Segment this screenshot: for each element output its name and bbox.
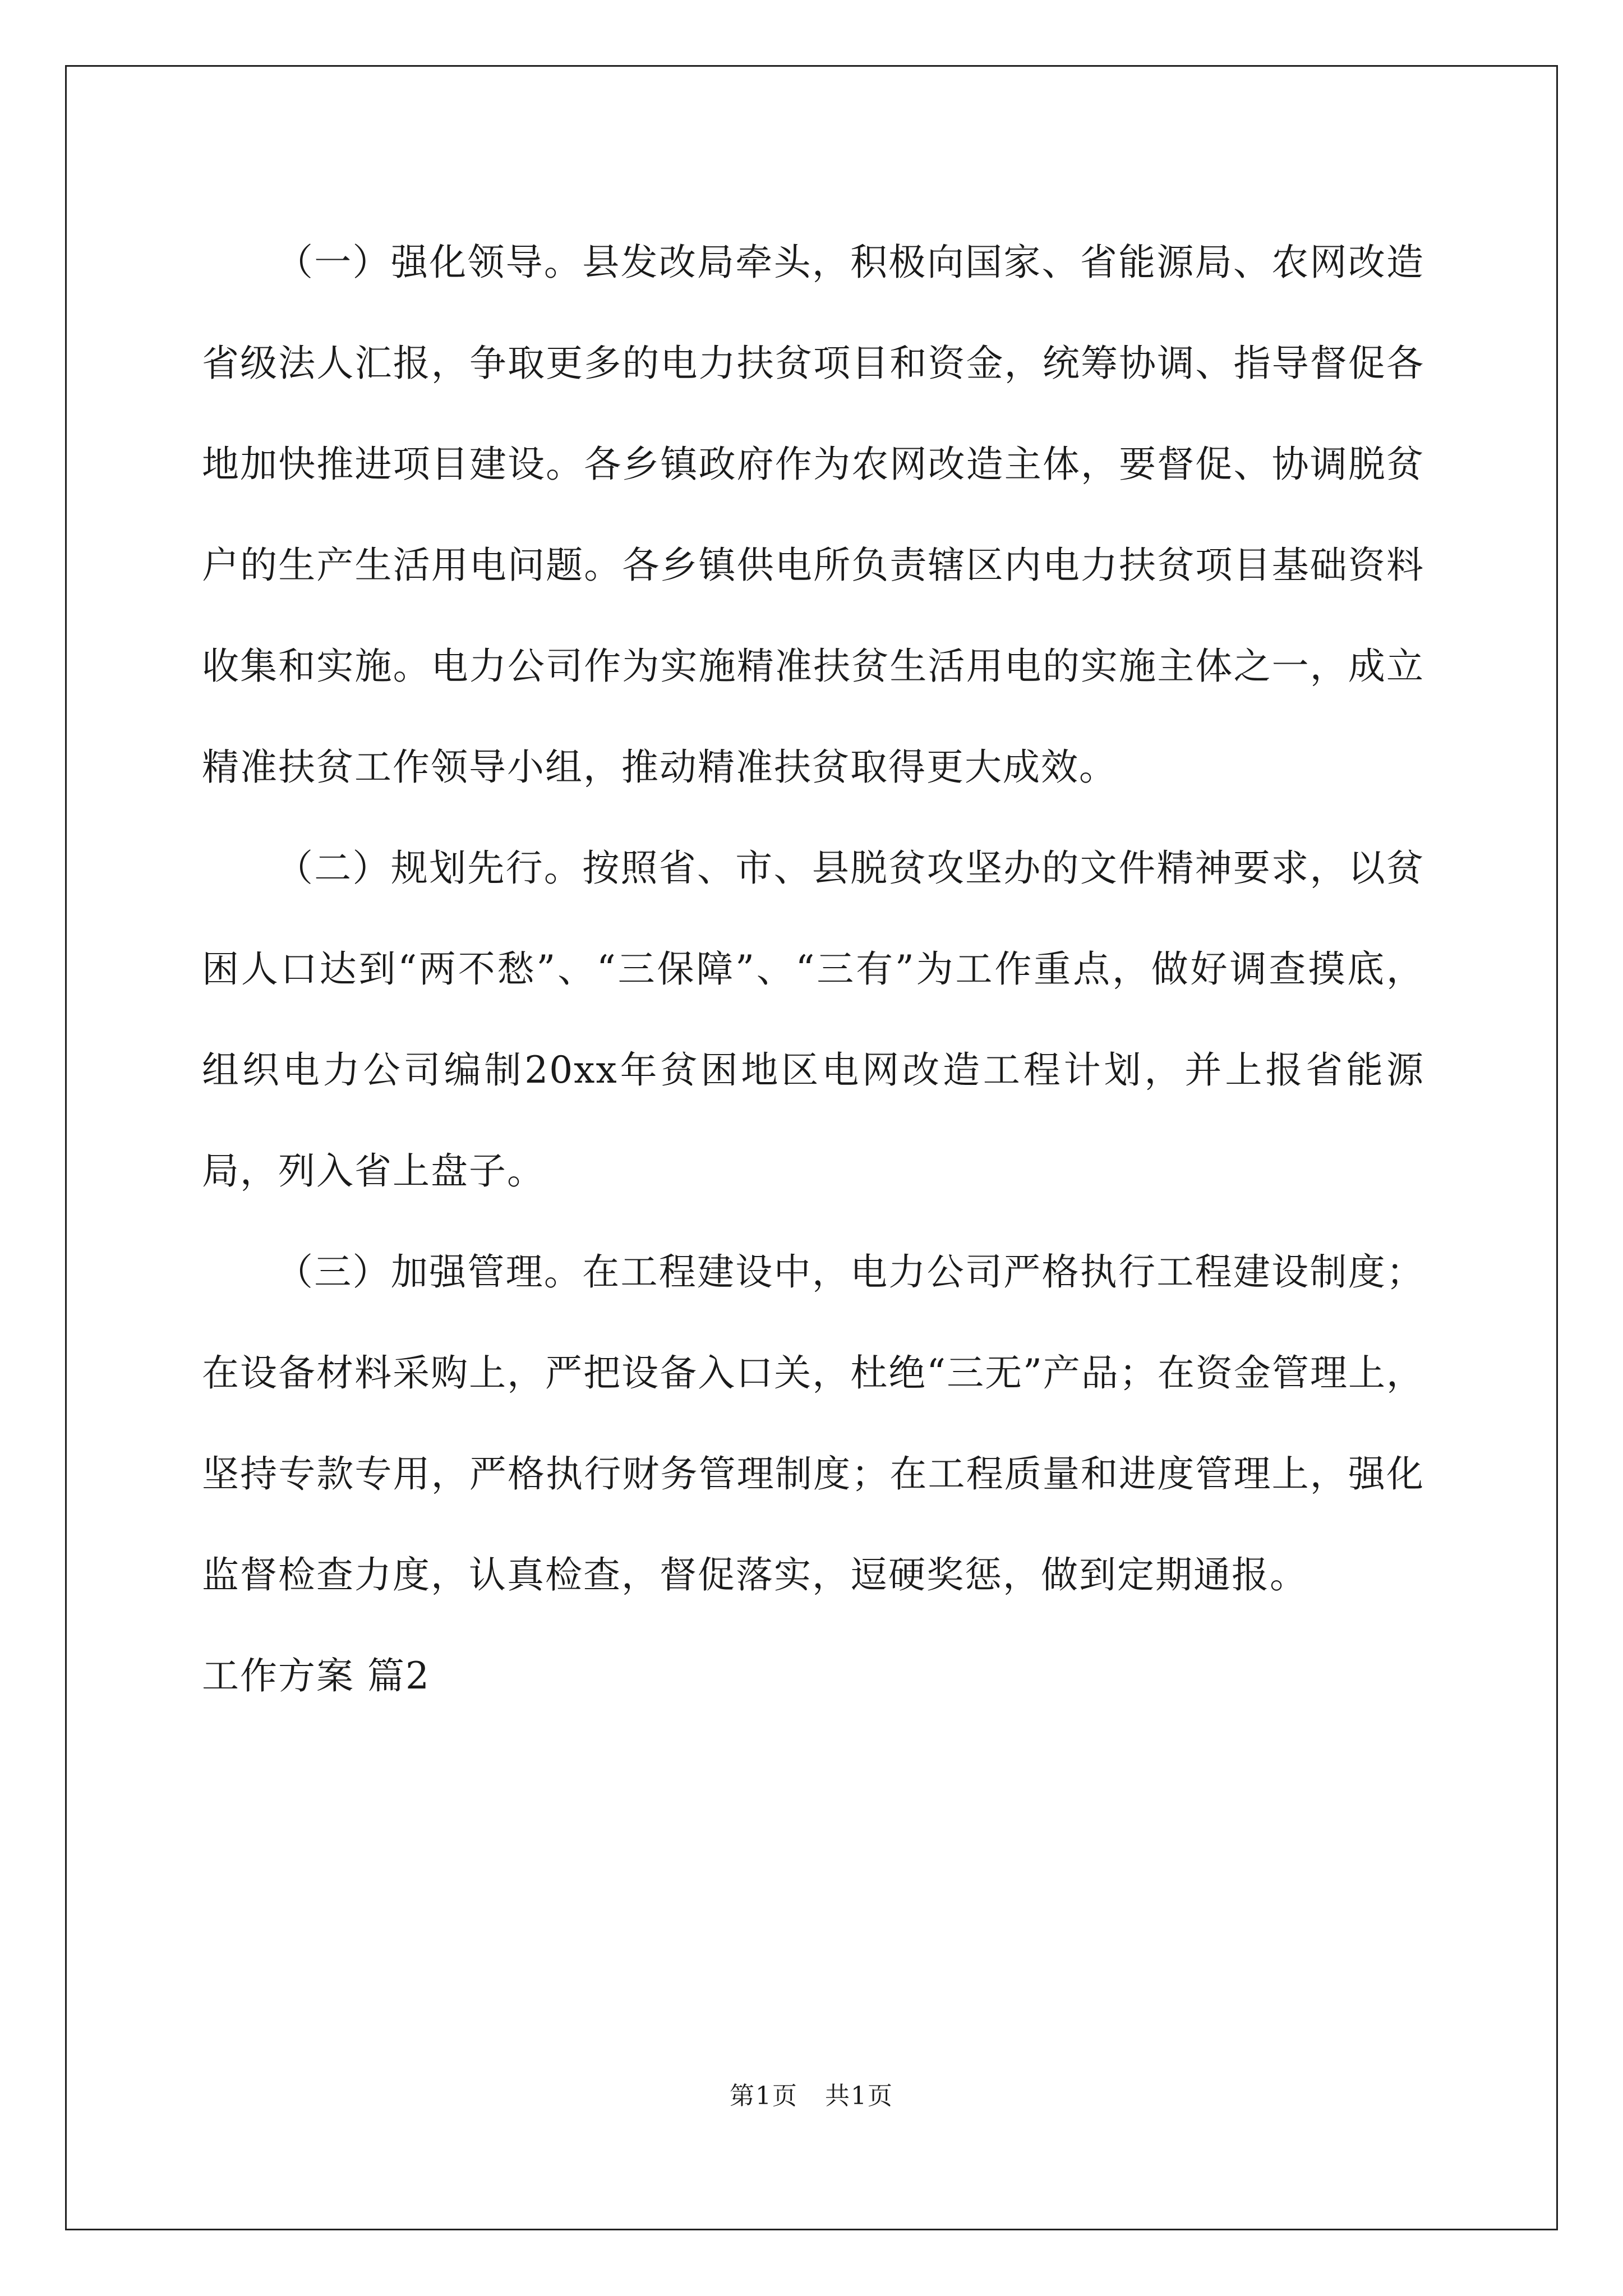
page-total: 共1页 [825, 2082, 893, 2110]
paragraph-1: （一）强化领导。县发改局牵头，积极向国家、省能源局、农网改造省级法人汇报，争取更多的电力扶贫项目和资金，统筹协调、指导督促各地加快推进项目建设。各乡镇政府作为农网改造主体，要督促、协调脱贫户的生产生活用电问题。各乡镇供电所负责辖区内电力扶贫项目基础资料收集和实施。电力公司作为实施精准扶贫生活用电的实施主体之一，成立精准扶贫工作领导小组，推动精准扶贫取得更大成效。 [202, 241, 1424, 789]
paragraph-2: （二）规划先行。按照省、市、县脱贫攻坚办的文件精神要求，以贫困人口达到“两不愁”、“三保障”、“三有”为工作重点，做好调查摸底，组织电力公司编制20xx年贫困地区电网改造工程计划，并上报省能源局，列入省上盘子。 [202, 846, 1424, 1193]
page-footer [0, 2076, 1623, 2111]
paragraph-3: （三）加强管理。在工程建设中，电力公司严格执行工程建设制度；在设备材料采购上，严把设备入口关，杜绝“三无”产品；在资金管理上，坚持专款专用，严格执行财务管理制度；在工程质量和进度管理上，强化监督检查力度，认真检查，督促落实，逗硬奖惩，做到定期通报。 [202, 1250, 1424, 1596]
page-number: 第1页 [730, 2082, 798, 2110]
section-heading: 工作方案 篇2 [202, 1654, 430, 1697]
document-body [202, 212, 1424, 1727]
